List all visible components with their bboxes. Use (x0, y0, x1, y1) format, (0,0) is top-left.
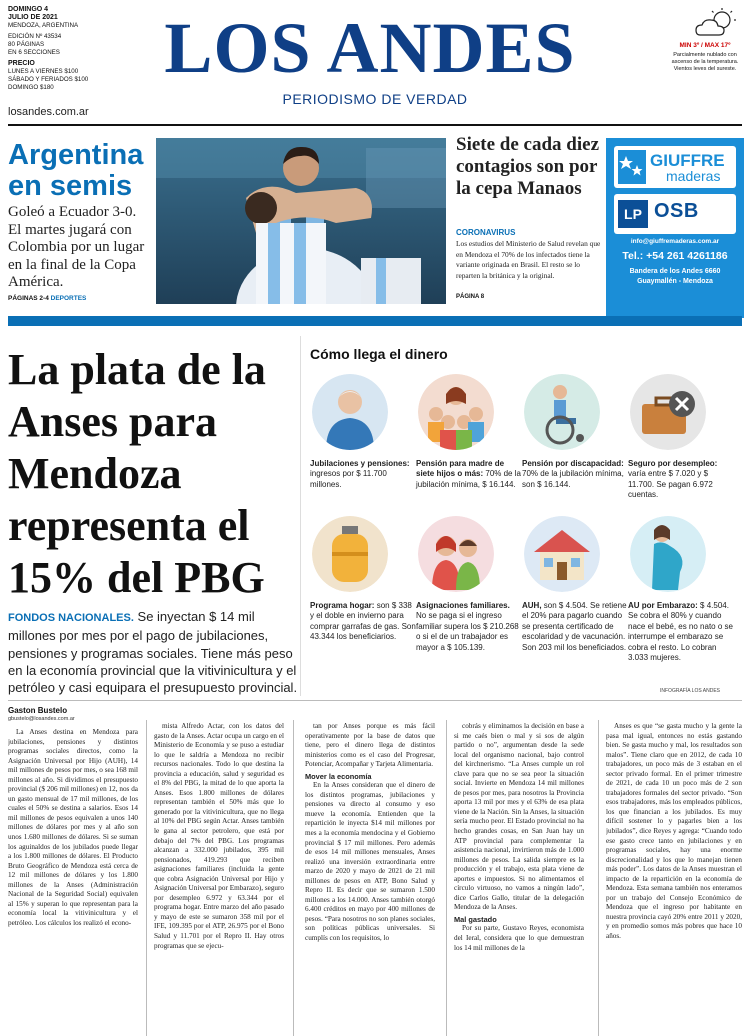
info-title-8: AU por Embarazo: (628, 601, 698, 610)
info-text-6: No se paga si el ingreso familiar supera los $ 210.268 o si el de un trabajador es mayor a $ 105.139. (416, 611, 519, 652)
briefcase-x-icon (630, 374, 706, 450)
ad-brand: GIUFFRE (650, 151, 725, 170)
sports-page-ref (8, 295, 86, 302)
author-email[interactable]: gbustelo@losandes.com.ar (8, 716, 75, 722)
column-divider (293, 720, 294, 1036)
info-text-5: son $ 338 y el doble en invierno para comprar garrafas de gas. Son 43.344 los beneficiarios. (310, 601, 416, 642)
info-title-6: Asignaciones familiares. (416, 601, 510, 610)
info-card-programa-hogar (310, 516, 416, 643)
edition-info (8, 6, 108, 92)
info-card-embarazo (628, 516, 734, 663)
covid-kicker: CORONAVIRUS (456, 228, 516, 237)
info-card-discapacidad (522, 374, 628, 490)
body-text-1: La Anses destina en Mendoza para jubilaciones, pensiones y distintos programas sociales directos, como la Asignación Universal por Hijo (AUH), 14 mil millones de pesos por mes, o sea 168 mil millones al año. Si dividimos el presupuesto provincial ($ 206 mil millones) en 12, nos da un gasto mensual de 17 mil millones, de los cuales el 50% se destina a salarios. Esos 14 mil millones de pesos equivalen a unos 140 millones de dólares por mes y al año son unos 1.680 millones de dólares. Si se suman los aguinaldos de los jubilados puede llegar a los 1.800 millones de dólares. El Producto Bruto Geográfico de Mendoza está cerca de 12 mil millones de dólares y los 1.800 millones de la Anses (Administración Nacional de la Seguridad Social) equivalen al 15% y superan lo que representan para la economía local la vitivinicultura y el petróleo. Los cálculos los realizó el econo- (8, 728, 138, 927)
pregnant-icon (630, 516, 706, 592)
sports-dek: Goleó a Ecuador 3-0. El martes jugará con Colombia por un lugar en la final de la Copa América. (8, 204, 145, 290)
family-icon (418, 374, 494, 450)
info-card-auh (522, 516, 628, 653)
parents-icon (418, 516, 494, 592)
weather-forecast: Parcialmente nublado con ascenso de la temperatura. Vientos leves del sureste. (671, 52, 739, 72)
covid-headline[interactable]: Siete de cada diez contagios son por la cepa Manaos (456, 134, 600, 199)
ad-email[interactable]: info@giuffremaderas.com.ar (630, 238, 720, 245)
infographic-credit: INFOGRAFÍA LOS ANDES (660, 688, 721, 694)
masthead-rule (8, 124, 742, 126)
body-column-5 (606, 722, 742, 1036)
temperature-range: MIN 3º / MAX 17º (679, 42, 731, 49)
sports-section: DEPORTES (50, 295, 87, 302)
info-text-1: ingresos por $ 11.700 millones. (310, 469, 387, 489)
body-column-1 (8, 728, 138, 1036)
main-lead-text: Se inyectan $ 14 mil millones por mes por el pago de jubilaciones, pensiones y programas sociales. Tiene más peso en la economía provincial que la vitivinicultura y el petróleo y casi equipara el presupuesto provincial. (8, 609, 298, 696)
sports-headline[interactable]: Argentina en semis (8, 139, 144, 202)
giuffre-maderas-ad[interactable]: GIUFFRE maderas LP OSB info@giuffremaderas.com.ar Tel.: +54 261 4261186 Bandera de los Andes 6660 Guaymallén - Mendoza (606, 138, 744, 318)
info-title-2: Pensión para madre de siete hijos o más: (416, 459, 505, 479)
wheelchair-icon (524, 374, 600, 450)
column-divider (146, 720, 147, 1036)
edition-number: EDICIÓN Nº 43534 (8, 33, 62, 40)
section-divider-band (8, 316, 742, 326)
body-text-4b: Por su parte, Gustavo Reyes, economista del Ieral, considera que lo que demuestran los 14 mil millones de la (454, 924, 584, 952)
partly-cloudy-icon (694, 8, 738, 38)
body-text-4a: cobrás y eliminamos la decisión en base a si me caés bien o mal y si sos de algún partido o no”, argumentan desde la sede local del organismo nacional, bajo control del kirchnerismo. “La Anses cumple un rol clave para que no se sea peor la situación social. Invierte en Mendoza 14 mil millones de pesos por mes, para nosotros la Provincia aporta 13 mil por mes y el 63% de esa plata viene de la Nación. Sin la Anses, la situación sería mucho peor. El Estado provincial no ha hecho grandes cosas, en San Juan hay un ATP provincial para complementar la asistencia nacional, invirtieron más de 1.000 millones de pesos. La salida siempre es la producción y el trabajo, esta plata viene de aportes e impuestos. Si no alimentamos el círculo virtuoso, no vamos a ningún lado”, dice Carlos Gallo, titular de la delegación Mendoza de la Anses. (454, 722, 584, 912)
column-divider (598, 720, 599, 1036)
info-card-asignaciones-familiares (416, 516, 522, 653)
price-sunday: DOMINGO $180 (8, 84, 54, 91)
price-label: PRECIO (8, 60, 35, 67)
main-lead (8, 608, 300, 696)
city: MENDOZA, ARGENTINA (8, 22, 79, 29)
tagline: PERIODISMO DE VERDAD (282, 91, 468, 107)
main-headline[interactable]: La plata de la Anses para Mendoza representa el 15% del PBG (8, 345, 266, 602)
info-card-desempleo (628, 374, 734, 501)
info-text-7: son $ 4.504. Se retiene el 20% para pagarlo cuando se presenta certificado de escolaridad y de vacunación. Son 203 mil los beneficiados. (522, 601, 627, 652)
column-divider (446, 720, 447, 1036)
info-title-1: Jubilaciones y pensiones: (310, 459, 410, 468)
info-text-4: varía entre $ 7.020 y $ 11.700. Se pagan 6.972 cuentas. (628, 469, 713, 500)
info-card-madre-siete-hijos (416, 374, 522, 490)
newspaper-title: LOS ANDES (164, 8, 576, 88)
gas-cylinder-icon (312, 516, 388, 592)
price-weekdays: LUNES A VIERNES $100 (8, 68, 79, 75)
body-text-2: mista Alfredo Actar, con los datos del gasto de la Anses. Actar ocupa un cargo en el Ministerio de Economía y se puso a estudiar lo que le saldría a Mendoza no recibir recursos nacionales. Todo lo que destina la provincia a educación, salud y seguridad es el 8% del PBG, la mitad de lo que aporta la Anses. Esos 1.800 millones de dólares representan también el 50% más que lo generado por la vitivinicultura, que no llega al 10% del PBG según Actar. Anses también le gana al sector petrolero, que está por debajo del 7% del PBG. Los programas alcanzan a 332.000 jubilados, 395 mil pensionados, 419.293 que reciben asignaciones familiares (incluida la gente que cobra Asignación Universal por Hijo y Asignación Universal por Embarazo), seguro por desempleo 6.972 y 63.344 por el programa hogar. Entre marzo del año pasado y mayo de este se sumaron 358 mil por el IFE, 109.395 por el ATP, 26.975 por el Bono Salud y 11.701 por el Repro II. Hay otros programas que se ejecu- (154, 722, 284, 950)
body-rule (8, 700, 742, 701)
info-text-8: $ 4.504. Se cobra el 80% y cuando nace el bebé, es no nato o se interrumpe el embarazo se cobra el resto. Lo cobran 3.033 mujeres. (628, 601, 733, 663)
ad-locality: Guaymallén - Mendoza (637, 278, 713, 285)
price-saturday: SÁBADO Y FERIADOS $100 (8, 76, 89, 83)
info-text-3: 70% de la jubilación mínima, son $ 16.144. (522, 469, 624, 489)
info-card-jubilaciones (310, 374, 416, 490)
main-kicker: FONDOS NACIONALES. (8, 612, 134, 624)
body-text-3b: En la Anses consideran que el dinero de los distintos programas, jubilaciones y pensiones va directo al consumo y eso mueve la economía. Entienden que la repartición le inyecta $14 mil millones por mes a la economía mendocina y el Gobierno provincial $ 17 mil millones. Pero además de esos 14 mil millones mensuales, Anses realizó una inversión extraordinaria entre marzo de 2020 y mayo de 2021 de 21 mil millones de pesos en ATP, Bono Salud y Repro II. Es decir que se sumaron 1.500 millones a los 14.000. Anses también otorgó 6.400 créditos en mayo por 400 millones de pesos. “Para nosotros no son planes sociales, son políticas públicas universales. Si cumplís con los requisitos, lo (305, 781, 435, 943)
info-text-2: 70% de la jubilación mínima, $ 16.144. (416, 469, 521, 489)
covid-page-ref: PÁGINA 8 (456, 294, 485, 300)
ad-brand-sub: maderas (666, 168, 721, 184)
site-url[interactable]: losandes.com.ar (8, 106, 89, 118)
lp-logo: LP (618, 200, 648, 228)
ad-phone[interactable]: Tel.: +54 261 4261186 (622, 250, 728, 262)
body-column-4 (454, 722, 584, 1036)
body-text-3a: tan por Anses porque es más fácil operativamente por la base de datos que tiene, pero el dinero llega de distintos ministerios como es el caso del Progresar, Potenciar, Acompañar y Tarjeta Alimentaria. (305, 722, 435, 769)
infographic-title: Cómo llega el dinero (310, 346, 448, 362)
subhead-mal-gastado: Mal gastado (454, 914, 497, 924)
house-icon (524, 516, 600, 592)
page-count: 80 PÁGINAS (8, 41, 45, 48)
info-title-3: Pensión por discapacidad: (522, 459, 624, 468)
date-line-2: JULIO DE 2021 (8, 14, 58, 21)
body-column-3 (305, 722, 435, 1036)
date-line-1: DOMINGO 4 (8, 6, 49, 13)
info-title-4: Seguro por desempleo: (628, 459, 718, 468)
info-title-5: Programa hogar: (310, 601, 375, 610)
author-name: Gaston Bustelo (8, 706, 68, 715)
covid-summary: Los estudios del Ministerio de Salud revelan que en Mendoza el 70% de los infectados tiene la variante originada en Brasil. El resto se lo reparten la británica y la original. (456, 239, 601, 280)
players-celebrating-photo (156, 138, 446, 304)
body-column-2 (154, 722, 284, 1036)
section-count: EN 6 SECCIONES (8, 49, 60, 56)
info-title-7: AUH, (522, 601, 542, 610)
sports-pages: PÁGINAS 2-4 (8, 295, 49, 302)
retiree-icon (312, 374, 388, 450)
subhead-mover-economia: Mover la economía (305, 771, 372, 781)
giuffre-logo-icon (618, 150, 646, 184)
ad-address: Bandera de los Andes 6660 (629, 268, 721, 275)
body-text-5: Anses es que “se gasta mucho y la gente la pasa mal igual, entonces no estás gastando bien. Se gasta mucho y mal, los resultados son malos”. Tiene claro que en 2012, de cada 10 trabajadores, un poco más de 3 estaban en el sector privado formal. En el primer trimestre de 2021, de cada 10 un poco más de 2 son trabajadores formales del sector privado. “Son esos trabajadores, más los empleados públicos, los que financian a los jubilados. Es muy difícil sostener lo y pagarles bien a los jubilados”, dice Reyes y agrega: “Cuando todo ese gasto crece tanto en jubilaciones y en programas sociales, hay una enorme discrecionalidad y los que lo manejan tienen más poder”. Los datos de la Anses muestran el impacto de la repartición en la economía de Mendoza. Esta semana también nos enteramos por un trabajo del Consejo Económico de Mendoza que el ingreso por habitante en nuestra provincia cayó 20% entre 2011 y 2020, y en promedio somos más pobres que hace 10 años. (606, 722, 742, 941)
